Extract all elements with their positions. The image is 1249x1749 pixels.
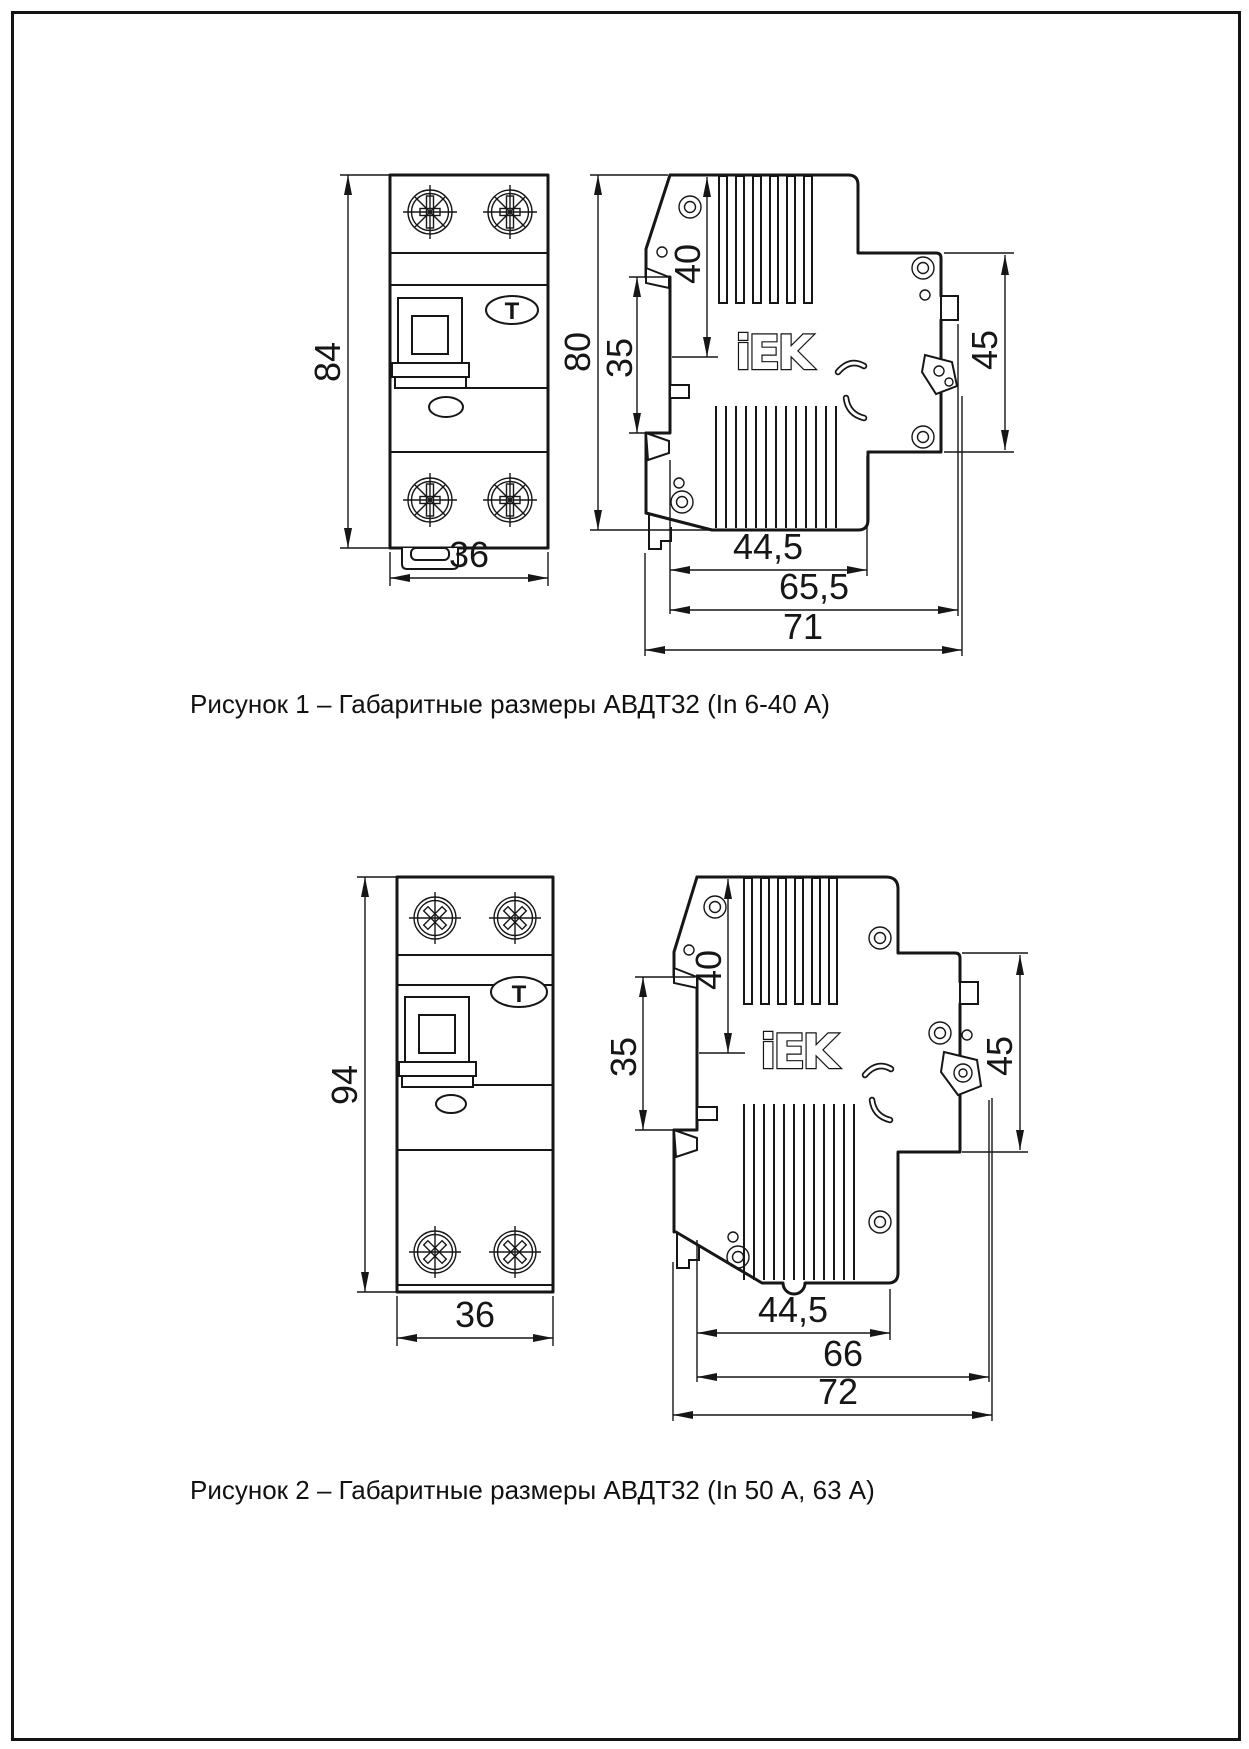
rivet-icon <box>671 491 693 513</box>
fig2-front-dimensions <box>324 877 553 1346</box>
terminal-screw-icon <box>409 892 461 944</box>
dim-din-35: 35 <box>599 337 640 379</box>
fig1-front-view <box>390 175 548 569</box>
dim-depth-65-5: 65,5 <box>778 566 850 607</box>
din-claw-top <box>646 268 669 288</box>
vent-slots-top <box>744 878 837 1004</box>
dim-depth-44-5: 44,5 <box>757 1289 829 1330</box>
rear-tab <box>960 982 978 1004</box>
dim-depth-66: 66 <box>822 1333 864 1374</box>
test-button <box>486 296 538 325</box>
latch <box>941 1052 981 1095</box>
rivet-icon <box>704 896 726 918</box>
dim-handle-40: 40 <box>667 243 708 285</box>
terminal-screw-icon <box>403 185 457 239</box>
dim-width-36: 36 <box>454 1294 496 1335</box>
dim-rear-45: 45 <box>979 1035 1020 1077</box>
rivet-icon <box>869 927 891 949</box>
brand-logo: iEK <box>760 1025 836 1080</box>
rivet-icon <box>869 1211 891 1233</box>
vent-slots-top <box>719 176 812 303</box>
rivet-icon <box>679 196 701 218</box>
latch <box>922 355 957 394</box>
toggle-handle <box>399 997 476 1087</box>
dim-depth-71: 71 <box>782 606 824 647</box>
rivet-icon <box>912 257 934 279</box>
dim-rear-45: 45 <box>964 329 1005 371</box>
rivet-icon <box>727 1246 749 1268</box>
dim-side-height-80: 80 <box>557 331 598 373</box>
dim-handle-40: 40 <box>688 949 729 991</box>
test-button <box>491 977 547 1008</box>
fig2-side-view <box>674 877 981 1294</box>
side-handle-tab <box>697 1107 717 1120</box>
dim-width-36: 36 <box>448 534 490 575</box>
dim-depth-72: 72 <box>817 1371 859 1412</box>
terminal-screw-icon <box>489 892 541 944</box>
rivet-icon <box>912 426 934 448</box>
rivet-icon <box>929 1022 951 1044</box>
vent-slots-bottom <box>744 1104 854 1280</box>
side-handle-tab <box>670 385 689 398</box>
dim-depth-44-5: 44,5 <box>732 526 804 567</box>
vent-slots-bottom <box>716 406 836 528</box>
din-claw-bottom <box>646 433 669 460</box>
indicator-window <box>436 1095 466 1113</box>
fig1-side-view <box>646 175 958 549</box>
figure-2-drawing <box>0 760 1249 1450</box>
terminal-screw-icon <box>403 473 457 527</box>
dim-height-94: 94 <box>324 1064 365 1106</box>
rear-tab <box>941 296 958 320</box>
fig2-front-view <box>397 877 553 1292</box>
dim-din-35: 35 <box>603 1036 644 1078</box>
terminal-screw-icon <box>409 1226 461 1278</box>
figure-1-caption: Рисунок 1 – Габаритные размеры АВДТ32 (In 6-40 А) <box>190 689 830 719</box>
toggle-handle <box>392 298 469 388</box>
dim-height-84: 84 <box>307 341 348 383</box>
test-button-label: Т <box>511 981 527 1008</box>
indicator-window <box>429 397 463 417</box>
din-claw-bottom <box>674 1130 697 1157</box>
figure-2-caption: Рисунок 2 – Габаритные размеры АВДТ32 (In 50 А, 63 А) <box>190 1475 875 1505</box>
figure-1-drawing <box>0 0 1249 770</box>
terminal-screw-icon <box>489 1226 541 1278</box>
terminal-screw-icon <box>483 473 537 527</box>
brand-logo: iEK <box>735 326 811 381</box>
test-button-label: Т <box>504 298 520 325</box>
terminal-screw-icon <box>483 185 537 239</box>
